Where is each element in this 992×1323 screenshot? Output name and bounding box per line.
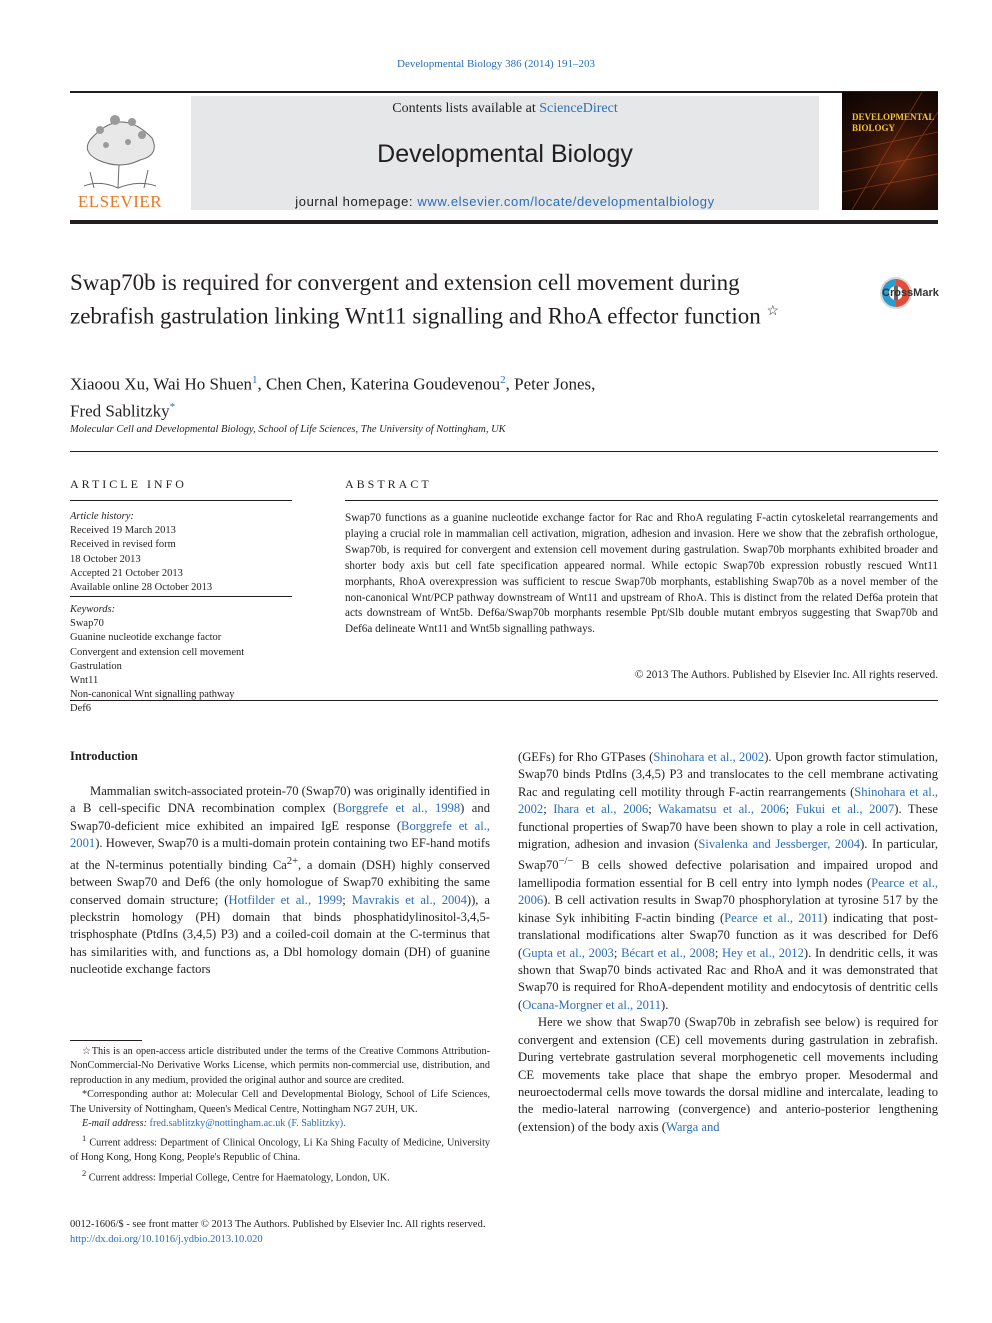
footnote-license: ☆This is an open-access article distributed under the terms of the Creative Commons Attribution-NonCommercial-No Derivative Works License, which permits non-commercial use, distribution, and reproduction in any medium, provided the original author and source are credited. xyxy=(70,1046,490,1086)
footnote-rule xyxy=(70,1040,142,1041)
keywords-label: Keywords: xyxy=(70,604,116,615)
divider xyxy=(70,596,292,597)
journal-homepage xyxy=(191,194,819,209)
cover-title: DEVELOPMENTAL BIOLOGY xyxy=(852,112,934,133)
email-label: E-mail address: xyxy=(82,1118,150,1130)
footnote-2: $^2$ Current address: Imperial College, Centre for Haematology, London, UK. xyxy=(82,1167,390,1184)
citation-link[interactable]: Mavrakis et al., 2004 xyxy=(351,892,467,907)
citation-link[interactable]: Wakamatsu et al., 2006 xyxy=(658,802,786,817)
citation-link[interactable]: Hey et al., 2012 xyxy=(722,945,804,960)
footnote-1-text: Current address: Department of Clinical Oncology, Li Ka Shing Faculty of Medicine, University of Hong Kong, Hong Kong, People's Republic of China. xyxy=(70,1137,490,1164)
citation-link[interactable]: Ihara et al., 2006 xyxy=(553,802,649,817)
journal-cover-image xyxy=(842,92,938,210)
citation-link[interactable]: Fukui et al., 2007 xyxy=(795,802,895,817)
citation-link[interactable]: Bécart et al., 2008 xyxy=(621,945,715,960)
header-bottom-rule xyxy=(70,220,938,224)
author-names-c: , Peter Jones, xyxy=(505,374,596,394)
divider xyxy=(70,451,938,452)
footnote-1: $^1$ Current address: Department of Clinical Oncology, Li Ka Shing Faculty of Medicine, University of Hong Kong, Hong Kong, People's Republic of China. xyxy=(70,1133,490,1164)
history-item: Accepted 21 October 2013 xyxy=(70,567,183,579)
elsevier-wordmark: ELSEVIER xyxy=(77,192,163,211)
intro-left-column xyxy=(70,783,490,979)
contents-prefix: Contents lists available at xyxy=(392,101,540,116)
citation-link[interactable]: Gupta et al., 2003 xyxy=(522,945,614,960)
journal-reference[interactable]: Developmental Biology 386 (2014) 191–203 xyxy=(397,58,595,70)
keyword: Gastrulation xyxy=(70,660,122,672)
history-item: 18 October 2013 xyxy=(70,553,141,565)
doi-link[interactable]: http://dx.doi.org/10.1016/j.ydbio.2013.10.020 xyxy=(70,1234,263,1245)
keyword: Def6 xyxy=(70,703,91,715)
citation-link[interactable]: Borggrefe et al., 1998 xyxy=(337,801,461,816)
footnotes xyxy=(70,1045,490,1185)
affiliation: Molecular Cell and Developmental Biology, School of Life Sciences, The University of Nottingham, UK xyxy=(70,424,506,435)
citation-link[interactable]: Shinohara et al., 2002 xyxy=(653,750,765,764)
front-matter xyxy=(70,1217,485,1247)
citation-link[interactable]: Warga and xyxy=(665,1119,720,1134)
introduction-heading: Introduction xyxy=(70,749,138,763)
homepage-label: journal homepage: xyxy=(295,194,418,209)
title-text: Swap70b is required for convergent and extension cell movement during zebrafish gastrulation linking Wnt11 signalling and RhoA effector function xyxy=(70,270,761,329)
footnote-corresponding: *Corresponding author at: Molecular Cell and Developmental Biology, School of Life Sciences, The University of Nottingham, Queen's Medical Centre, Nottingham NG7 2UH, UK. xyxy=(70,1089,490,1115)
title-footnote-star[interactable]: ☆ xyxy=(766,304,780,319)
citation-link[interactable]: Hotfilder et al., 1999 xyxy=(228,892,343,907)
citation-link[interactable]: Ocana-Morgner et al., 2011 xyxy=(522,997,662,1012)
footnote-email xyxy=(70,1117,490,1131)
intro-right-column xyxy=(518,749,938,1136)
email-link[interactable]: fred.sablitzky@nottingham.ac.uk (F. Sablitzky). xyxy=(149,1118,346,1130)
history-item: Received 19 March 2013 xyxy=(70,525,176,537)
history-item: Received in revised form xyxy=(70,539,176,551)
footnote-2-text: Current address: Imperial College, Centre for Haematology, London, UK. xyxy=(88,1172,390,1184)
divider xyxy=(345,500,938,501)
abstract-text: Swap70 functions as a guanine nucleotide exchange factor for Rac and RhoA regulating F-actin cytoskeletal rearrangements and playing a crucial role in mammalian cell activation, migration, adhesion and invasion. Here we show that the zebrafish orthologue, Swap70b, is required for convergent and extension cell movement during gastrulation. Swap70b morphants exhibited broader and shorter body axis but cell fate specification appeared normal. While ectopic Swap70b expression robustly rescued Wnt11 morphants, RhoA overexpression was sufficient to rescue Swap70b morphants, establishing Swap70b as a novel member of the non-canonical Wnt/PCP pathway downstream of Wnt11 and upstream of RhoA. This is distinct from the related Def6a protein that acts downstream of Wnt5b. Def6a/Swap70b morphants resemble Ppt/Slb double mutant embryos suggesting that Swap70b and Def6a delineate Wnt11 and Wnt5b signalling pathways. xyxy=(345,512,938,636)
citation-link[interactable]: Borggrefe et al., 2001 xyxy=(70,818,490,851)
abstract-heading: ABSTRACT xyxy=(345,477,432,491)
divider xyxy=(70,700,938,701)
author-footnote-2[interactable]: 2 xyxy=(500,374,506,386)
contents-line xyxy=(191,101,819,117)
citation-link[interactable]: Shinohara et al., 2002 xyxy=(518,784,939,817)
author-names-a: Xiaoou Xu, Wai Ho Shuen xyxy=(70,374,252,394)
article-title xyxy=(70,268,810,331)
keyword: Guanine nucleotide exchange factor xyxy=(70,632,222,644)
intro-paragraph-2: Here we show that Swap70 (Swap70b in zebrafish see below) is required for convergent and extension (CE) cell movements during gastrulation in zebrafish. During vertebrate gastrulation several morphogenetic cell movements including CE movements take place that shape the embryo proper. Mesodermal and neuroectodermal cells move towards the dorsal midline and intercalate, leading to the medio-lateral narrowing (convergence) and anterio-posterior lengthening (extension) of the body axis (Warga and xyxy=(518,1015,938,1134)
history-label: Article history: xyxy=(70,511,134,522)
homepage-link[interactable]: www.elsevier.com/locate/developmentalbiology xyxy=(417,194,715,209)
author-names-b: , Chen Chen, Katerina Goudevenou xyxy=(257,374,501,394)
corresponding-author-marker[interactable]: * xyxy=(169,400,176,413)
author-names-d: Fred Sablitzky xyxy=(70,401,170,421)
citation-link[interactable]: Sivalenka and Jessberger, 2004 xyxy=(698,837,861,852)
abstract-copyright: © 2013 The Authors. Published by Elsevier Inc. All rights reserved. xyxy=(634,669,938,681)
header-top-rule xyxy=(70,91,938,93)
citation-link[interactable]: Pearce et al., 2011 xyxy=(724,910,824,925)
keyword: Non-canonical Wnt signalling pathway xyxy=(70,689,235,701)
history-item: Available online 28 October 2013 xyxy=(70,582,213,594)
author-list xyxy=(70,369,830,422)
article-info-heading: ARTICLE INFO xyxy=(70,477,187,491)
author-footnote-1[interactable]: 1 xyxy=(252,374,258,386)
issn-line: 0012-1606/$ - see front matter © 2013 The Authors. Published by Elsevier Inc. All rights reserved. xyxy=(70,1219,486,1230)
journal-name: Developmental Biology xyxy=(377,140,633,168)
keyword: Convergent and extension cell movement xyxy=(70,646,245,658)
citation-link[interactable]: Pearce et al., 2006 xyxy=(518,876,939,908)
intro-paragraph-1: Mammalian switch-associated protein-70 (Swap70) was originally identified in a B cell-specific DNA recombination complex (Borggrefe et al., 1998) and Swap70-deficient mice exhibited an impaired IgE response (Borggrefe et al., 2001). However, Swap70 is a multi-domain protein containing two EF-hand motifs at the N-terminus potentially binding $Ca^{2+}$, a domain (DSH) highly conserved between Swap70 and Def6 (the only homologue of Swap70 exhibiting the same conserved domain structure; (Hotfilder et al., 1999; Mavrakis et al., 2004)), a pleckstrin homology (PH) domain that binds phosphatidylinositol-3,4,5-trisphosphate (PtdIns (3,4,5) P3) and a coiled-coil domain at the C-terminus that has similarities with, and functions as, a Dbl homology domain (DH) of guanine nucleotide exchange factors xyxy=(70,784,491,977)
keyword: Wnt11 xyxy=(70,675,99,687)
intro-paragraph-1-continued: (GEFs) for Rho GTPases (Shinohara et al., 2002). Upon growth factor stimulation, Swap70 binds PtdIns (3,4,5) P3 and translocates to the cell membrane activating Rac and regulating cell motility through F-actin rearrangements (Shinohara et al., 2002; Ihara et al., 2006; Wakamatsu et al., 2006; Fukui et al., 2007). These functional properties of Swap70 have been shown to play a role in cell activation, migration, adhesion and invasion (Sivalenka and Jessberger, 2004). In particular, Swap70−/− B cells showed defective polarisation and impaired uropod and lamellipodia formation essential for B cell entry into lymph nodes (Pearce et al., 2006). B cell activation results in Swap70 phosphorylation at tyrosine 517 by the kinase Syk inhibiting F-actin binding (Pearce et al., 2011) indicating that post-translational modifications alter Swap70 function as it was described for Def6 (Gupta et al., 2003; Bécart et al., 2008; Hey et al., 2012). In dendritic cells, it was shown that Swap70 binds activated Rac and RhoA and it was demonstrated that Swap70 is required for RhoA-dependent motility and endocytosis of dentritic cells (Ocana-Morgner et al., 2011). xyxy=(518,750,939,1012)
cover-texture-icon xyxy=(842,92,938,210)
crossmark-label[interactable]: CrossMark xyxy=(882,287,939,299)
sciencedirect-link[interactable]: ScienceDirect xyxy=(539,101,618,116)
keyword: Swap70 xyxy=(70,618,104,630)
divider xyxy=(70,500,292,501)
article-history xyxy=(70,510,292,595)
